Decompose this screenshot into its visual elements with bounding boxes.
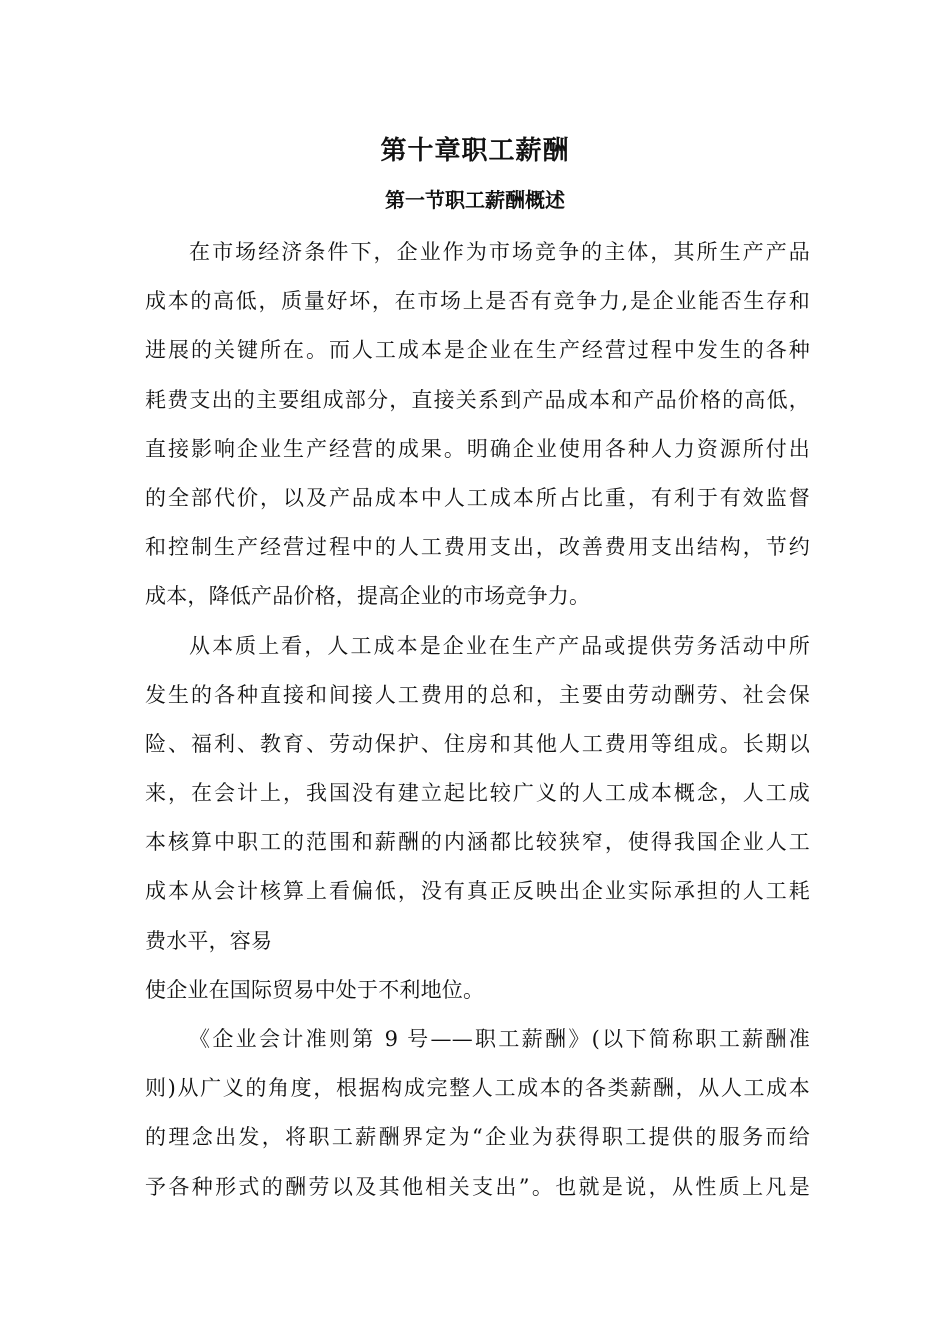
body-text [145,230,810,1214]
paragraph-line: 成本，降低产品价格，提高企业的市场竞争力。 [145,584,591,609]
paragraph-line: 来，在会计上，我国没有建立起比较广义的人工成本概念，人工成 [145,781,810,806]
paragraph-line: 在市场经济条件下，企业作为市场竞争的主体，其所生产产品 [189,240,810,264]
paragraph-line: 耗费支出的主要组成部分，直接关系到产品成本和产品价格的高低， [145,387,810,412]
paragraph-line: 成本从会计核算上看偏低，没有真正反映出企业实际承担的人工耗 [145,879,810,904]
paragraph-line: 和控制生产经营过程中的人工费用支出，改善费用支出结构，节约 [145,535,810,560]
paragraph-line: 本核算中职工的范围和薪酬的内涵都比较狭窄，使得我国企业人工 [145,830,810,855]
paragraph-line: 《企业会计准则第 9 号——职工薪酬》(以下简称职工薪酬准 [189,1027,810,1051]
paragraph-line: 费水平，容易 [145,928,273,953]
paragraph-line: 则)从广义的角度，根据构成完整人工成本的各类薪酬，从人工成本 [145,1076,810,1101]
paragraph-line: 的全部代价，以及产品成本中人工成本所占比重，有利于有效监督 [145,485,810,510]
paragraph-line: 使企业在国际贸易中处于不利地位。 [145,977,485,1002]
paragraph-line: 发生的各种直接和间接人工费用的总和，主要由劳动酬劳、社会保 [145,682,810,707]
paragraph-line: 从本质上看，人工成本是企业在生产产品或提供劳务活动中所 [189,633,810,658]
paragraph-line: 直接影响企业生产经营的成果。明确企业使用各种人力资源所付出 [145,436,810,461]
chapter-title: 第十章职工薪酬 [380,136,570,166]
paragraph-line: 进展的关键所在。而人工成本是企业在生产经营过程中发生的各种 [145,338,810,363]
section-title: 第一节职工薪酬概述 [385,188,565,212]
paragraph-line: 的理念出发，将职工薪酬界定为“企业为获得职工提供的服务而给 [145,1125,810,1150]
paragraph-line: 成本的高低，质量好坏，在市场上是否有竞争力,是企业能否生存和 [145,289,810,314]
paragraph-line: 予各种形式的酬劳以及其他相关支出”。也就是说，从性质上凡是 [145,1174,810,1199]
paragraph-line: 险、福利、教育、劳动保护、住房和其他人工费用等组成。长期以 [145,731,810,756]
